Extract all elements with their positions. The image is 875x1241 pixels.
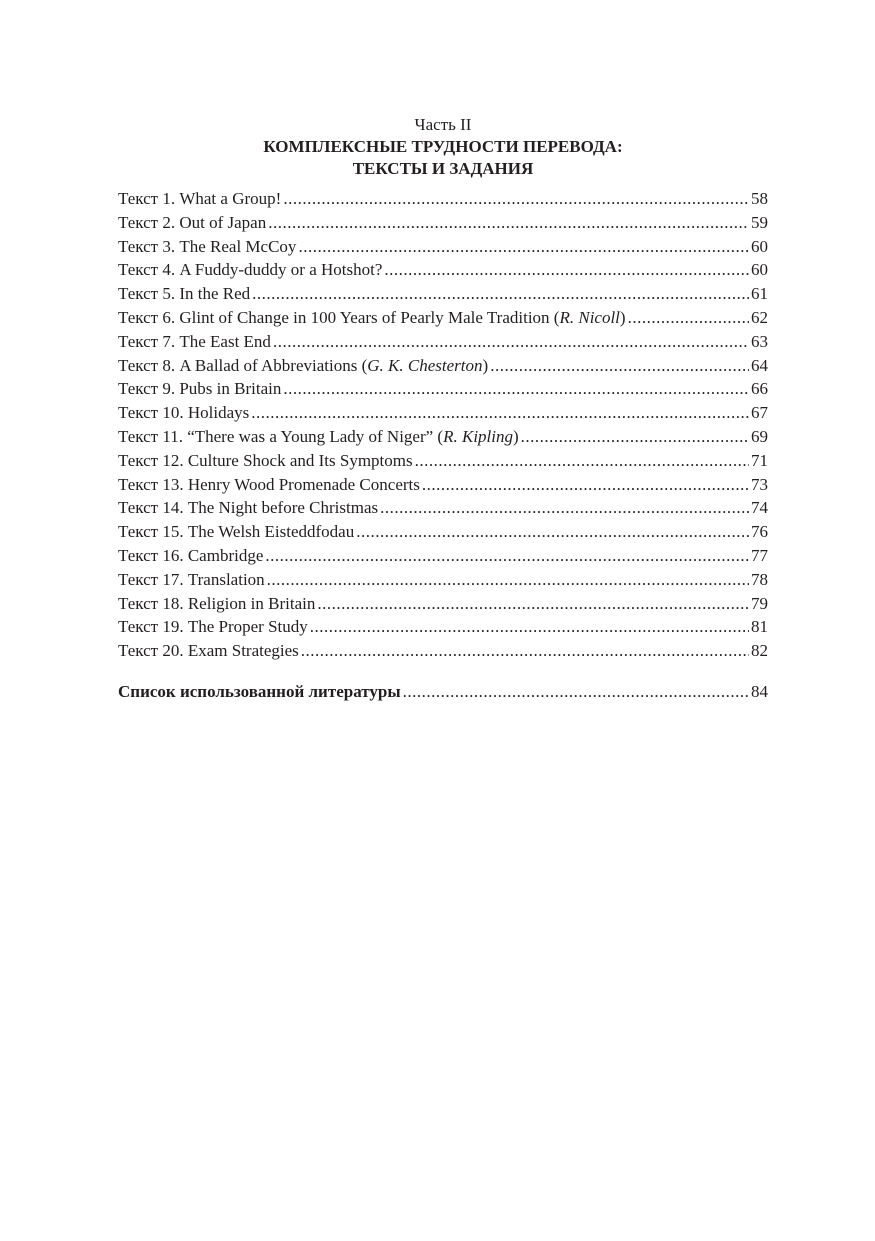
toc-entry-title	[118, 615, 310, 639]
toc-entry-text: Текст 17. Translation	[118, 569, 265, 589]
toc-entry-text: Текст 14. The Night before Christmas	[118, 498, 379, 518]
author-open-paren: (	[437, 426, 444, 446]
dot-leader	[273, 330, 749, 354]
toc-entry-text: Текст 10. Holidays	[118, 403, 250, 423]
toc-entry-text: Текст 13. Henry Wood Promenade Concerts	[118, 474, 420, 494]
toc-page-number: 79	[751, 593, 768, 613]
dot-leader	[422, 473, 749, 497]
toc-entry-title	[118, 187, 283, 211]
toc-entry-title	[118, 282, 252, 306]
toc-entry-title	[118, 592, 317, 616]
toc-entry-title	[118, 211, 268, 235]
toc-page-number: 64	[751, 355, 768, 375]
toc-entry-text: Текст 12. Culture Shock and Its Symptoms	[118, 450, 413, 470]
toc-page-number: 61	[751, 284, 768, 304]
toc-page-number: 82	[751, 641, 768, 661]
dot-leader	[310, 615, 749, 639]
table-of-contents	[118, 187, 768, 704]
author-close-paren: )	[482, 355, 489, 375]
toc-entry[interactable]	[118, 520, 768, 544]
toc-page-number: 69	[751, 426, 768, 446]
toc-entry-text: Текст 6. Glint of Change in 100 Years of Pearly Male Tradition	[118, 307, 554, 327]
toc-page-number: 66	[751, 379, 768, 399]
dot-leader	[267, 568, 749, 592]
toc-entry-text: Текст 9. Pubs in Britain	[118, 379, 282, 399]
toc-entry-author: G. K. Chesterton	[367, 355, 483, 375]
dot-leader	[251, 401, 749, 425]
toc-page-number: 77	[751, 545, 768, 565]
toc-entry[interactable]	[118, 496, 768, 520]
toc-entry[interactable]	[118, 211, 768, 235]
toc-entry-title	[118, 496, 380, 520]
toc-entry-bibliography[interactable]	[118, 680, 768, 704]
dot-leader	[521, 425, 749, 449]
dot-leader	[317, 592, 749, 616]
toc-page-number: 63	[751, 331, 768, 351]
dot-leader	[415, 449, 749, 473]
toc-entry-text: Текст 2. Out of Japan	[118, 212, 267, 232]
toc-page-number: 62	[751, 307, 768, 327]
dot-leader	[380, 496, 749, 520]
dot-leader	[268, 211, 749, 235]
toc-entry-text: Текст 15. The Welsh Eisteddfodau	[118, 522, 355, 542]
toc-entry-text: Текст 18. Religion in Britain	[118, 593, 316, 613]
toc-entry-title	[118, 306, 628, 330]
dot-leader	[252, 282, 749, 306]
toc-page-number: 67	[751, 403, 768, 423]
toc-entry-title	[118, 235, 298, 259]
toc-entry[interactable]	[118, 639, 768, 663]
toc-entry-title	[118, 258, 384, 282]
toc-entry-text: Текст 19. The Proper Study	[118, 617, 308, 637]
dot-leader	[265, 544, 749, 568]
toc-page-number: 76	[751, 522, 768, 542]
dot-leader	[283, 377, 749, 401]
dot-leader	[403, 680, 749, 704]
toc-entry[interactable]	[118, 187, 768, 211]
toc-entry-author: R. Nicoll	[559, 307, 620, 327]
dot-leader	[301, 639, 749, 663]
toc-entry-text: Текст 20. Exam Strategies	[118, 641, 299, 661]
toc-page-number: 59	[751, 212, 768, 232]
section-title-line-2: ТЕКСТЫ И ЗАДАНИЯ	[352, 159, 534, 178]
toc-entry-title	[118, 449, 415, 473]
dot-leader	[283, 187, 749, 211]
toc-entry-title	[118, 401, 251, 425]
toc-entry-title	[118, 544, 265, 568]
toc-entry-title	[118, 568, 267, 592]
toc-entry-text: Текст 16. Cambridge	[118, 545, 264, 565]
toc-entry[interactable]	[118, 615, 768, 639]
toc-entry-text: Текст 4. A Fuddy-duddy or a Hotshot?	[118, 260, 383, 280]
part-label: Часть II	[414, 115, 472, 134]
toc-entry[interactable]	[118, 401, 768, 425]
author-open-paren: (	[361, 355, 368, 375]
toc-page-number: 84	[751, 681, 768, 701]
toc-entry[interactable]	[118, 282, 768, 306]
dot-leader	[384, 258, 749, 282]
toc-entry-title	[118, 354, 490, 378]
toc-entry[interactable]	[118, 354, 768, 378]
toc-entry[interactable]	[118, 377, 768, 401]
section-title-line-1: КОМПЛЕКСНЫЕ ТРУДНОСТИ ПЕРЕВОДА:	[263, 137, 623, 156]
toc-page-number: 58	[751, 189, 768, 208]
toc-entry[interactable]	[118, 425, 768, 449]
author-close-paren: )	[619, 307, 626, 327]
author-close-paren: )	[513, 426, 519, 446]
toc-entry[interactable]	[118, 449, 768, 473]
dot-leader	[490, 354, 749, 378]
dot-leader	[356, 520, 749, 544]
toc-entry[interactable]	[118, 592, 768, 616]
toc-entry[interactable]	[118, 306, 768, 330]
toc-entry-title	[118, 425, 521, 449]
toc-entry[interactable]	[118, 258, 768, 282]
toc-entry-text: Текст 7. The East End	[118, 331, 271, 351]
toc-entry-text: Текст 1. What a Group!	[118, 189, 282, 208]
toc-entry-title: Список использованной литературы	[118, 681, 401, 701]
toc-page-number: 60	[751, 236, 768, 256]
toc-page-number: 73	[751, 474, 768, 494]
dot-leader	[298, 235, 749, 259]
section-heading	[118, 114, 768, 180]
toc-page-number: 81	[751, 617, 768, 637]
toc-page-number: 78	[751, 569, 768, 589]
toc-page-number: 74	[751, 498, 768, 518]
toc-entry[interactable]	[118, 473, 768, 497]
toc-entry-title	[118, 473, 422, 497]
toc-entry[interactable]	[118, 235, 768, 259]
toc-entry[interactable]	[118, 330, 768, 354]
toc-entry-text: Текст 11. “There was a Young Lady of Niger”	[118, 426, 438, 446]
toc-page-number: 71	[751, 450, 768, 470]
toc-entry[interactable]	[118, 544, 768, 568]
dot-leader	[628, 306, 749, 330]
toc-entry-author: R. Kipling	[443, 426, 513, 446]
toc-entry-text: Текст 8. A Ballad of Abbreviations	[118, 355, 362, 375]
toc-entry-text: Текст 3. The Real McCoy	[118, 236, 297, 256]
toc-entry[interactable]	[118, 568, 768, 592]
toc-entry-text: Текст 5. In the Red	[118, 284, 251, 304]
toc-entry-title	[118, 639, 301, 663]
author-open-paren: (	[553, 307, 560, 327]
toc-entry-title	[118, 330, 273, 354]
toc-page-number: 60	[751, 260, 768, 280]
toc-entry-title	[118, 520, 356, 544]
toc-entry-title	[118, 377, 283, 401]
